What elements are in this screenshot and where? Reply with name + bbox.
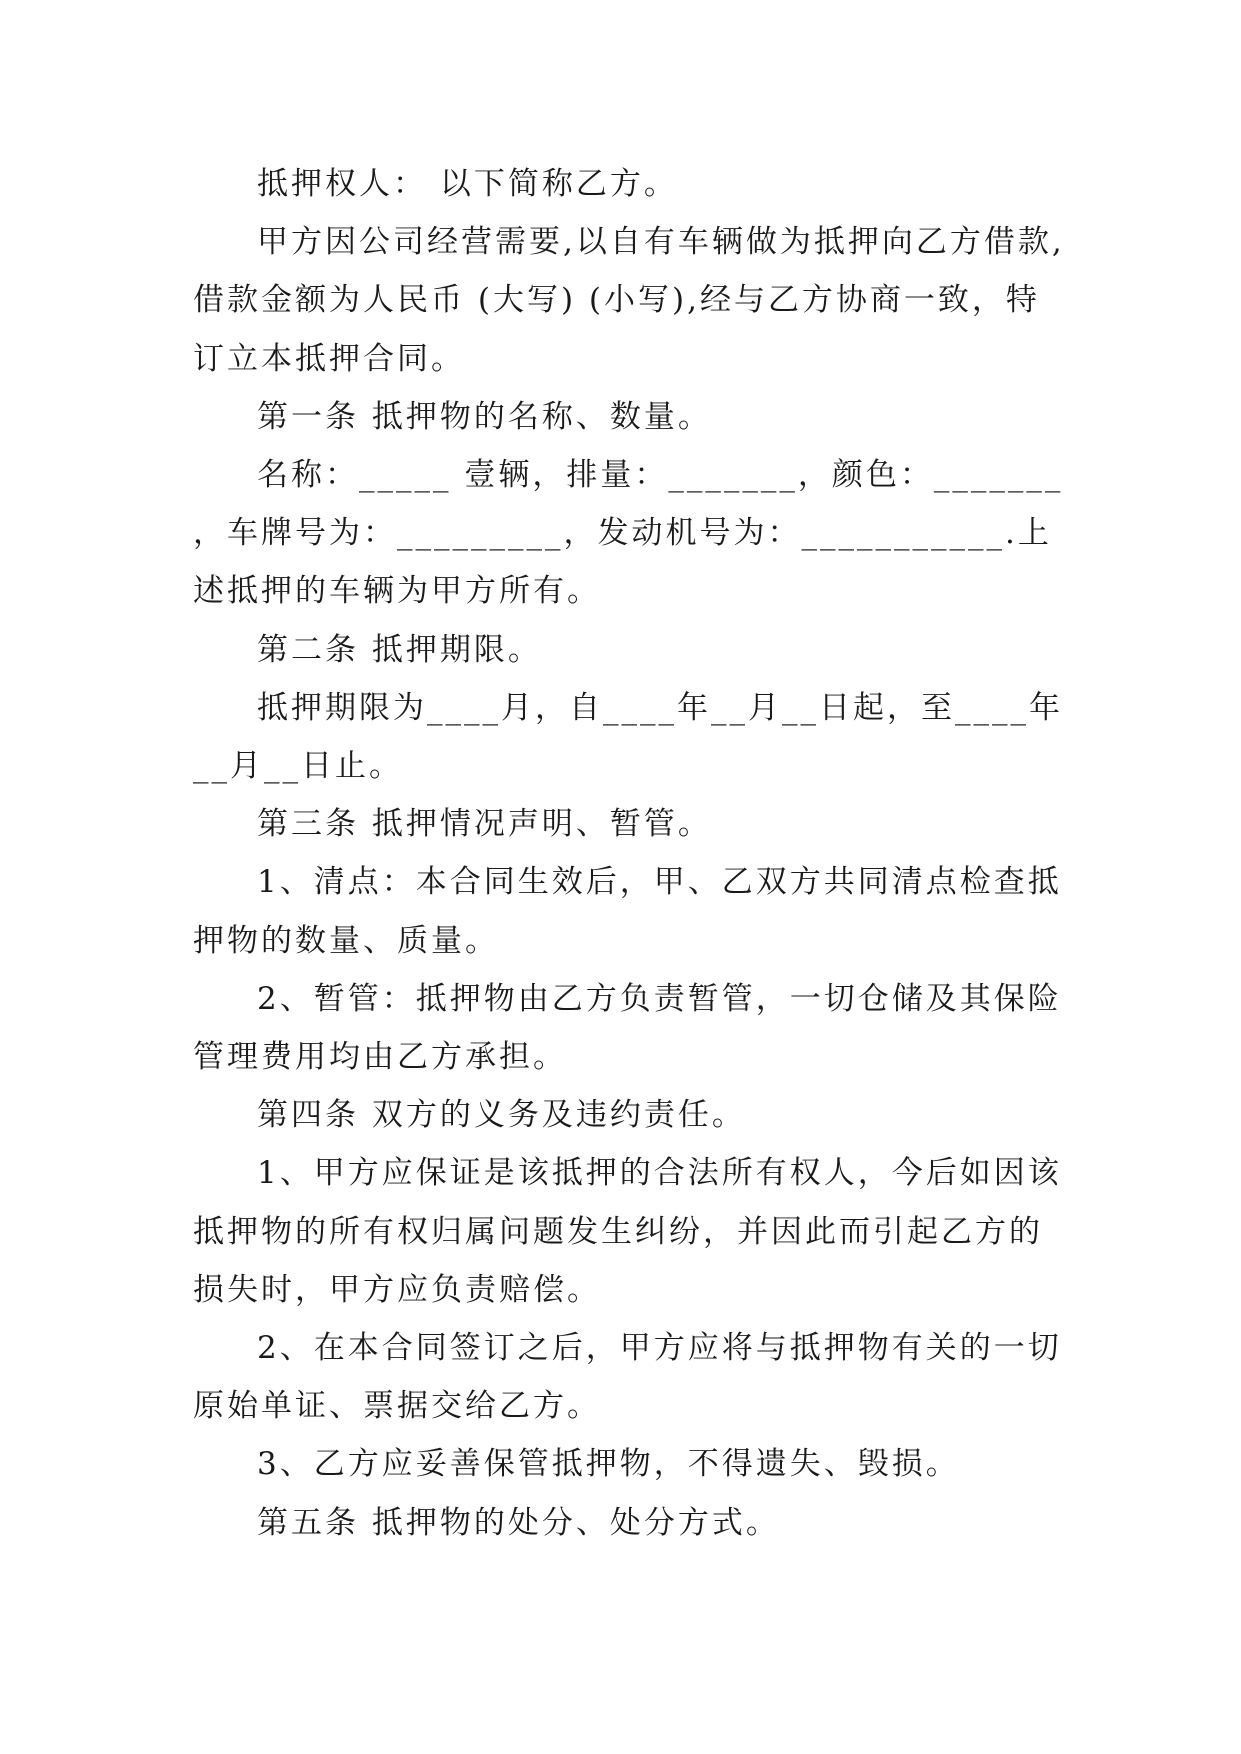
paragraph-vehicle-details: 名称：_____ 壹辆，排量：_______，颜色：_______ ，车牌号为：_________，发动机号为：___________.上述抵押的车辆为甲方所有。 (193, 457, 1077, 610)
paragraph-inventory: 1、清点：本合同生效后，甲、乙双方共同清点检查抵押物的数量、质量。 (193, 864, 1062, 959)
article-2-heading: 第二条 抵押期限。 (257, 631, 542, 668)
paragraph-loan-purpose: 甲方因公司经营需要,以自有车辆做为抵押向乙方借款,借款金额为人民币 (大写) (小写),经与乙方协商一致，特订立本抵押合同。 (193, 224, 1065, 377)
article-5-heading: 第五条 抵押物的处分、处分方式。 (257, 1504, 780, 1541)
article-4-heading: 第四条 双方的义务及违约责任。 (257, 1097, 746, 1134)
article-3-heading: 第三条 抵押情况声明、暂管。 (257, 806, 712, 843)
contract-body (193, 155, 1077, 1552)
paragraph-custody: 2、暂管：抵押物由乙方负责暂管，一切仓储及其保险管理费用均由乙方承担。 (193, 980, 1062, 1076)
paragraph-obligation-1: 1、甲方应保证是该抵押的合法所有权人，今后如因该抵押物的所有权归属问题发生纠纷，并因此而引起乙方的损失时，甲方应负责赔偿。 (193, 1155, 1062, 1308)
article-1-heading: 第一条 抵押物的名称、数量。 (257, 398, 712, 435)
paragraph-obligation-3: 3、乙方应妥善保管抵押物，不得遗失、毁损。 (257, 1446, 960, 1483)
paragraph-mortgage-term: 抵押期限为____月，自____年__月__日起，至____年__月__日止。 (193, 689, 1063, 785)
paragraph-mortgagee: 抵押权人： 以下简称乙方。 (257, 166, 678, 202)
paragraph-obligation-2: 2、在本合同签订之后，甲方应将与抵押物有关的一切原始单证、票据交给乙方。 (193, 1330, 1062, 1425)
